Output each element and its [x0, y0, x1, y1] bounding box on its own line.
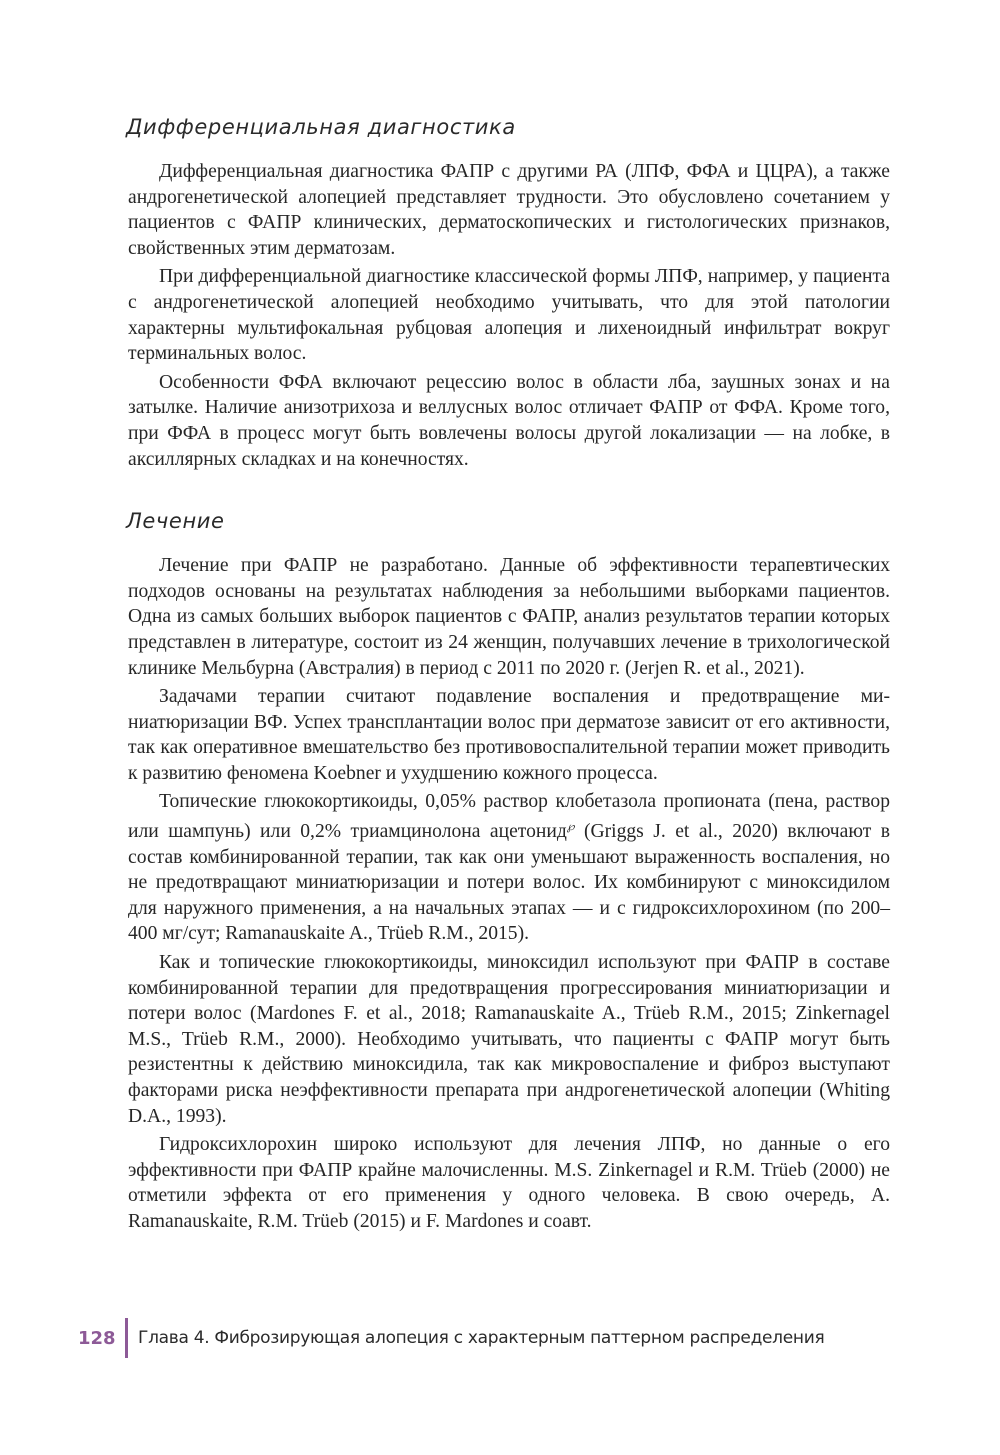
paragraph: Гидроксихлорохин широко используют для лечения ЛПФ, но данные о его эффективности при ФАПР крайне малочисленны. M.S. Zinkernagel и R.M. Trüeb (2000) не отметили эффекта от его применения у одного человека. В свою очередь, A. Ramanauskaite, R.M. Trüeb (2015) и F. Mardones и соавт. [128, 1134, 890, 1232]
section-heading-treatment: Лечение [126, 509, 225, 534]
paragraph: Задачами терапии считают подавление воспаления и предотвращение миниатюризации ВФ. Успех трансплантации волос при дерматозе зависит от его активности, так как оперативное вмешательство без противовоспалительной терапии может приводить к развитию феномена Koebner и ухудшению кожного процесса. [128, 686, 890, 784]
paragraph [128, 789, 890, 947]
drug-mark-icon: ℘ [566, 821, 575, 834]
paragraph: Особенности ФФА включают рецессию волос в области лба, заушных зонах и на затылке. Наличие анизотрихоза и веллусных волос отличает ФАПР от ФФА. Кроме того, при ФФА в процесс могут быть вовлечены волосы другой локализации — на лобке, в аксиллярных складках и на конечностях. [128, 371, 890, 470]
paragraph-text: Топические глюкокортикоиды, 0,05% раствор клобетазола пропионата (пена, раствор или шампунь) или 0,2% триамцинолона ацетонид [128, 791, 890, 843]
footer-divider [125, 1318, 128, 1358]
section-heading-differential-diagnosis: Дифференциальная диагностика [126, 115, 516, 139]
paragraph: Дифференциальная диагностика ФАПР с другими РА (ЛПФ, ФФА и ЦЦРА), а также андрогенетической алопецией представляет трудности. Это обусловлено сочетанием у пациентов с ФАПР клинических, дерматоскопических и гистологических признаков, свойственных этим дерматозам. [128, 161, 890, 259]
paragraph-text: (Griggs J. et al., 2020) включают в состав комбинированной терапии, так как они уменьшают выраженность воспаления, но не предотвращают миниатюризации и потери волос. Их комбинируют с миноксидилом для наружного применения, а на начальных этапах — и с гидроксихлорохином (по 200–400 мг/сут; Ramanauskaite A., Trüeb R.M., 2015). [128, 821, 890, 945]
paragraph: Лечение при ФАПР не разработано. Данные об эффективности терапевтических подходов основаны на результатах наблюдения за небольшими выборками пациентов. Одна из самых больших выборок пациентов с ФАПР, анализ результатов терапии которых представлен в литературе, состоит из 24 женщин, получавших лечение в трихологической клинике Мельбурна (Австралия) в период с 2011 по 2020 г. (Jerjen R. et al., 2021). [128, 555, 890, 679]
page-number: 128 [78, 1327, 116, 1349]
paragraph: При дифференциальной диагностике классической формы ЛПФ, например, у пациента с андрогенетической алопецией необходимо учитывать, что для этой патологии характерны мультифокальная рубцовая алопеция и лихеноидный инфильтрат вокруг терминальных волос. [128, 266, 890, 365]
page-footer [78, 1318, 824, 1358]
page-content [128, 112, 890, 1238]
chapter-title: Глава 4. Фиброзирующая алопеция с характерным паттерном распределения [138, 1328, 825, 1348]
paragraph: Как и топические глюкокортикоиды, миноксидил используют при ФАПР в составе комбинированной терапии для предотвращения прогрессирования миниатюризации и потери волос (Mardones F. et al., 2018; Ramanauskaite A., Trüeb R.M., 2015; Zinkernagel M.S., Trüeb R.M., 2000). Необходимо учитывать, что пациенты с ФАПР могут быть резистентны к действию миноксидила, так как микровоспаление и фиброз выступают факторами риска неэффективности препарата при андрогенетической алопеции (Whiting D.A., 1993). [128, 952, 890, 1127]
